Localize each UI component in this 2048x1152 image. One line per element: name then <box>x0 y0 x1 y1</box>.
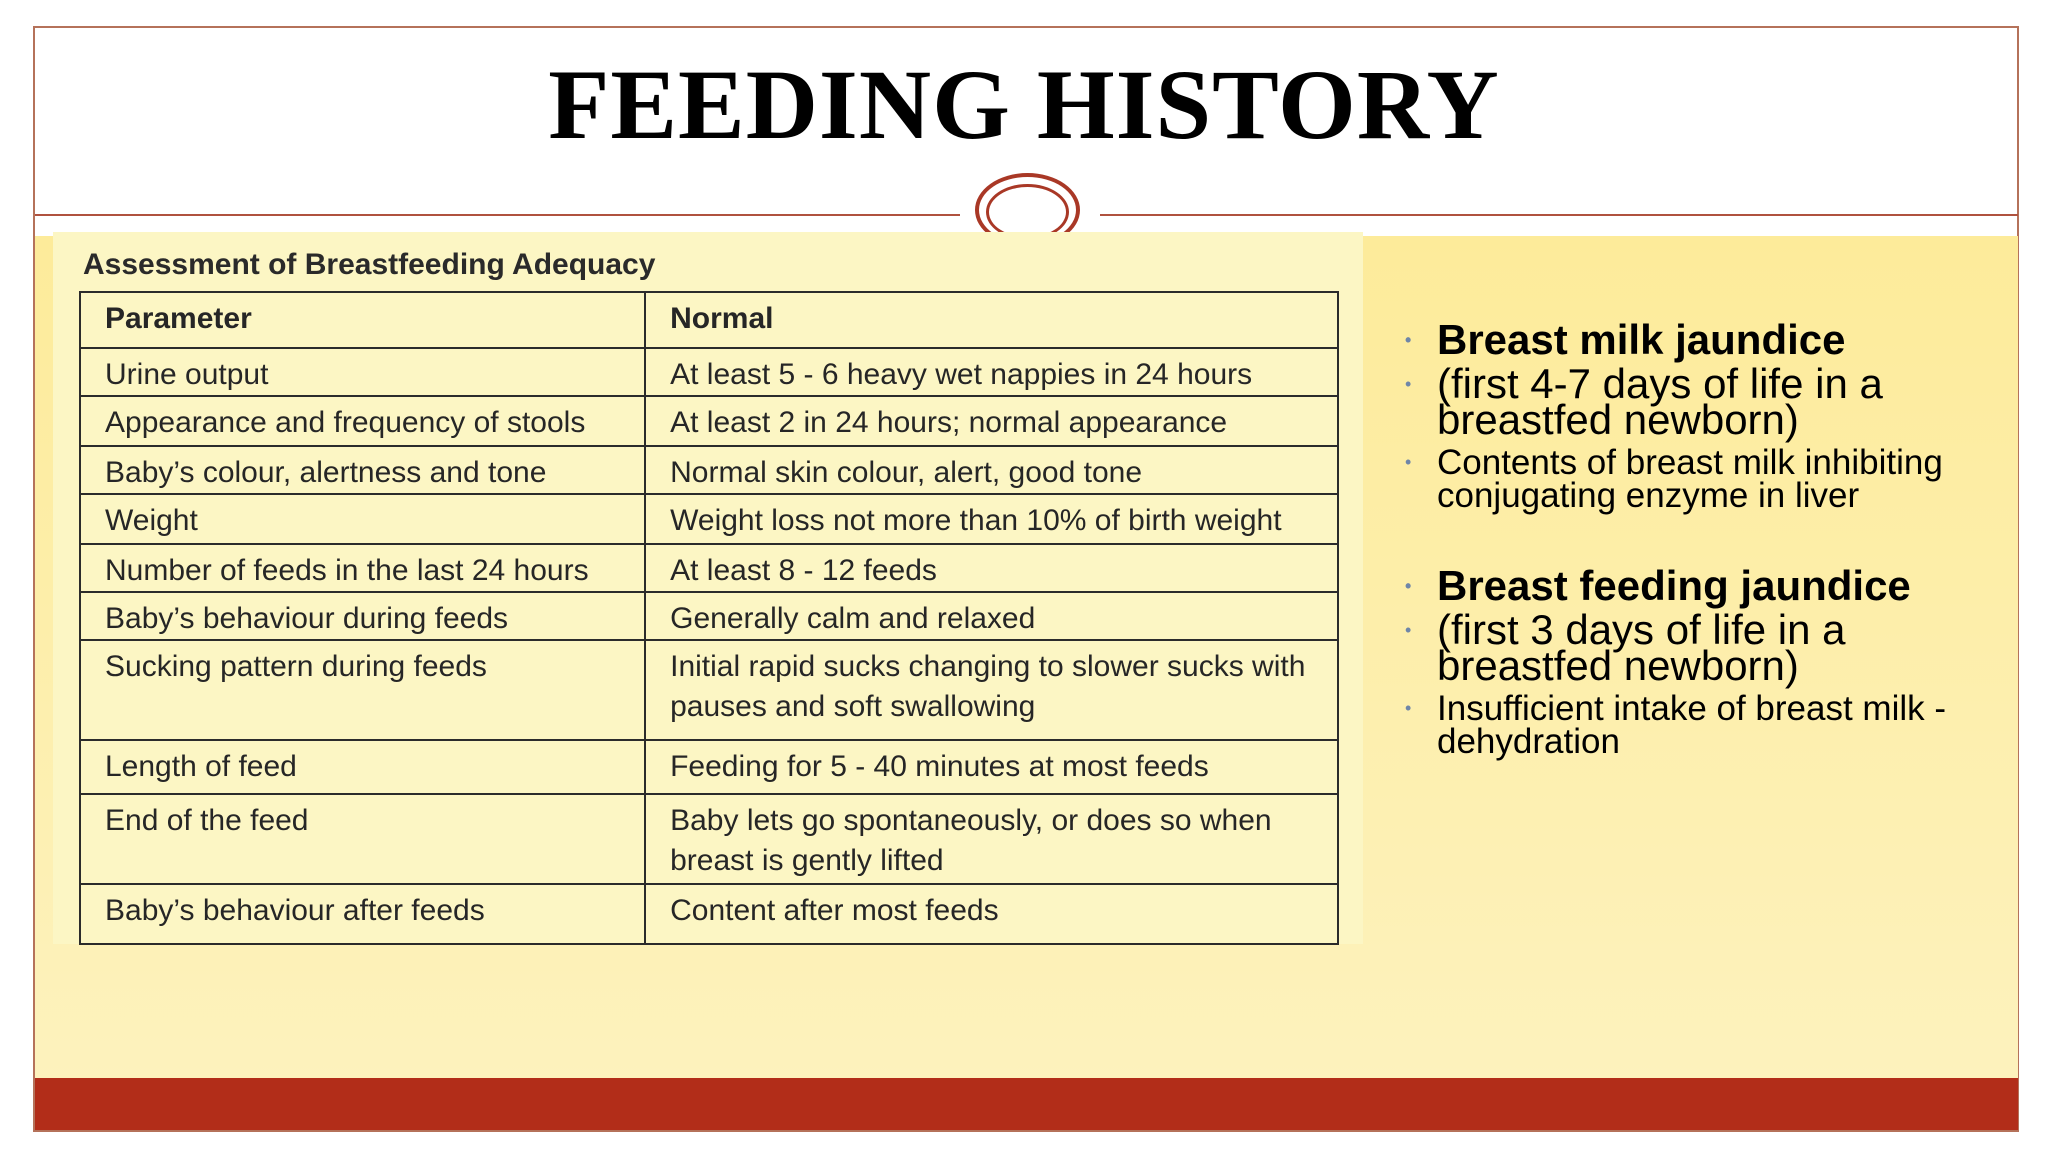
bullet-text: (first 3 days of life in a breastfed newborn) <box>1437 606 1846 689</box>
bullet-text: Contents of breast milk inhibiting conjugating enzyme in liver <box>1437 443 1943 515</box>
title-divider-right <box>1100 214 2018 216</box>
table-row <box>80 446 1338 494</box>
table-cell-parameter: Urine output <box>80 348 645 396</box>
table-cell-normal: At least 8 - 12 feeds <box>645 544 1338 592</box>
table-cell-normal: Feeding for 5 - 40 minutes at most feeds <box>645 740 1338 794</box>
table-caption: Assessment of Breastfeeding Adequacy <box>83 248 656 281</box>
bullet-detail-breast-feeding-jaundice <box>1405 606 2015 689</box>
table-row <box>80 544 1338 592</box>
table-cell-normal: Generally calm and relaxed <box>645 592 1338 640</box>
bullet-detail-breast-milk-jaundice <box>1405 360 2015 443</box>
table-header-row <box>80 292 1338 348</box>
bullet-group-gap <box>1405 512 2015 564</box>
bullet-text: Breast milk jaundice <box>1437 316 1846 363</box>
table-cell-normal: At least 5 - 6 heavy wet nappies in 24 hours <box>645 348 1338 396</box>
table-cell-normal: Normal skin colour, alert, good tone <box>645 446 1338 494</box>
table-row <box>80 794 1338 884</box>
slide-title: FEEDING HISTORY <box>548 49 1500 160</box>
table-cell-normal: Weight loss not more than 10% of birth weight <box>645 494 1338 544</box>
table-cell-parameter: Baby’s behaviour during feeds <box>80 592 645 640</box>
table-row <box>80 884 1338 944</box>
bullet-note-breast-milk-jaundice <box>1405 443 2015 515</box>
column-header-normal: Normal <box>645 292 1338 348</box>
bullet-dot-icon: • <box>1405 374 1412 394</box>
table-cell-parameter: Length of feed <box>80 740 645 794</box>
table-row <box>80 592 1338 640</box>
bullet-text: Insufficient intake of breast milk - dehydration <box>1437 689 1947 761</box>
table-cell-normal: At least 2 in 24 hours; normal appearance <box>645 396 1338 446</box>
table-cell-parameter: Appearance and frequency of stools <box>80 396 645 446</box>
bullet-text: (first 4-7 days of life in a breastfed newborn) <box>1437 360 1883 443</box>
bullet-dot-icon: • <box>1405 330 1412 350</box>
table-cell-parameter: Number of feeds in the last 24 hours <box>80 544 645 592</box>
bullet-heading-breast-milk-jaundice <box>1405 318 2015 362</box>
table-cell-parameter: Baby’s behaviour after feeds <box>80 884 645 944</box>
table-cell-parameter: Sucking pattern during feeds <box>80 640 645 740</box>
bullet-text: Breast feeding jaundice <box>1437 562 1911 609</box>
bullet-dot-icon: • <box>1405 698 1412 718</box>
column-header-parameter: Parameter <box>80 292 645 348</box>
table-cell-normal: Content after most feeds <box>645 884 1338 944</box>
table-cell-normal: Initial rapid sucks changing to slower sucks with pauses and soft swallowing <box>645 640 1338 740</box>
table-row <box>80 396 1338 446</box>
bullet-note-breast-feeding-jaundice <box>1405 689 2015 761</box>
title-divider-left <box>35 214 960 216</box>
table-row <box>80 494 1338 544</box>
bullet-heading-breast-feeding-jaundice <box>1405 564 2015 608</box>
bullet-dot-icon: • <box>1405 452 1412 472</box>
breastfeeding-adequacy-table <box>79 291 1339 945</box>
table-cell-parameter: Weight <box>80 494 645 544</box>
bullet-dot-icon: • <box>1405 620 1412 640</box>
table-row <box>80 640 1338 740</box>
table-row <box>80 740 1338 794</box>
bullet-dot-icon: • <box>1405 576 1412 596</box>
table-cell-normal: Baby lets go spontaneously, or does so when breast is gently lifted <box>645 794 1338 884</box>
table-cell-parameter: Baby’s colour, alertness and tone <box>80 446 645 494</box>
table-cell-parameter: End of the feed <box>80 794 645 884</box>
jaundice-bullet-list <box>1405 316 2015 761</box>
footer-bar <box>35 1078 2018 1130</box>
table-row <box>80 348 1338 396</box>
